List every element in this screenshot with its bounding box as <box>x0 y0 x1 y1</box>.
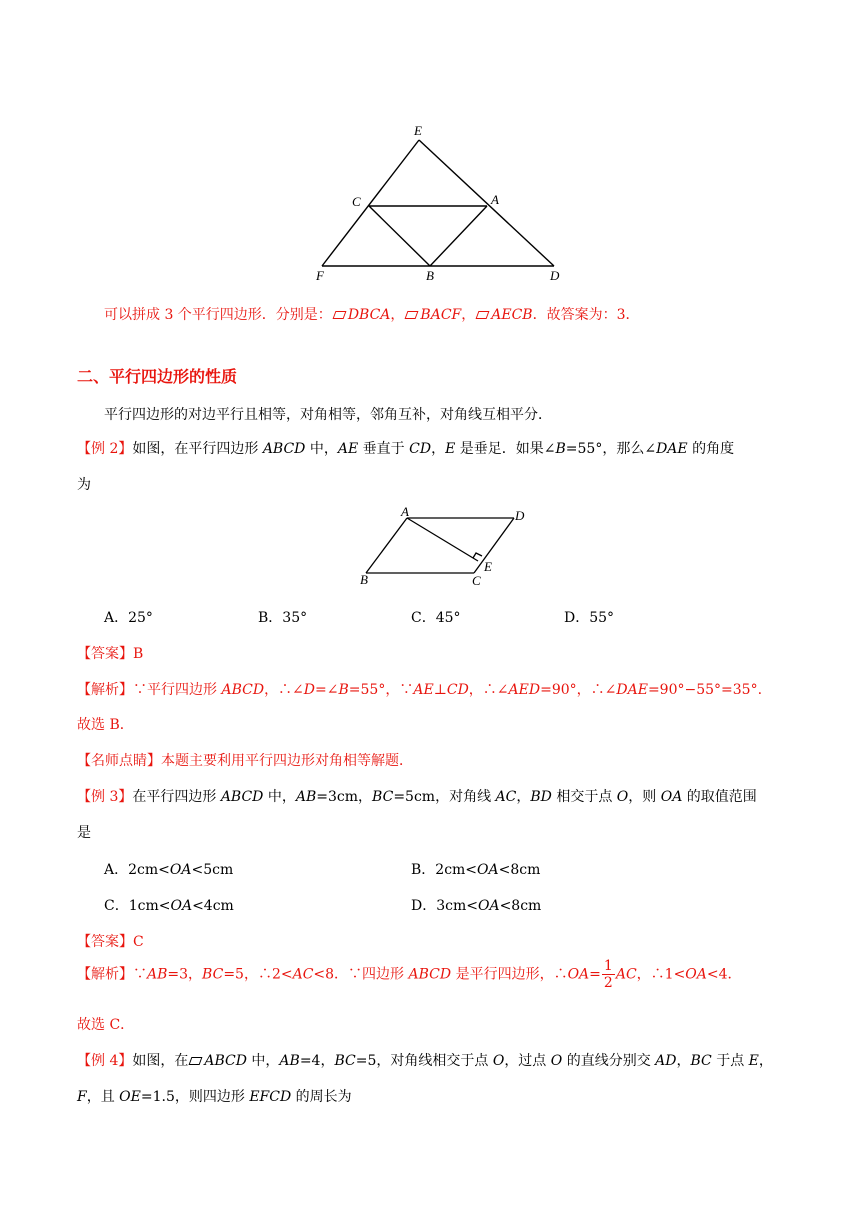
ex2-option-d: D．55° <box>564 610 615 626</box>
ex3-conclusion: 故选 C． <box>77 1017 135 1033</box>
ex2-option-b: B．35° <box>258 610 308 626</box>
label-e: E <box>414 123 422 138</box>
ex4-question-cont: F，且 OE=1.5，则四边形 EFCD 的周长为 <box>77 1089 352 1105</box>
ex2-answer: 【答案】B <box>77 646 144 662</box>
ex2-tip: 【名师点睛】本题主要利用平行四边形对角相等解题． <box>77 753 413 769</box>
ex3-option-d: D．3cm<OA<8cm <box>411 898 542 914</box>
figure-parallelogram-abcd <box>352 505 532 587</box>
property-text: 平行四边形的对边平行且相等，对角相等，邻角互补，对角线互相平分． <box>104 407 552 423</box>
ex3-question-cont: 是 <box>77 825 91 841</box>
label-c: C <box>352 194 361 209</box>
ex2-question-cont: 为 <box>77 477 91 493</box>
section-heading: 二、平行四边形的性质 <box>77 367 238 386</box>
label-b: B <box>360 572 368 587</box>
ex3-option-c: C．1cm<OA<4cm <box>104 898 234 914</box>
label-d: D <box>515 508 525 523</box>
parallelogram-icon <box>476 311 490 319</box>
label-a: A <box>491 192 499 207</box>
label-d: D <box>550 268 560 283</box>
figure1-answer: 可以拼成 3 个平行四边形．分别是： DBCA， BACF， AECB．故答案为：3． <box>104 307 640 323</box>
edge-ab <box>366 518 407 573</box>
label-c: C <box>472 573 481 587</box>
label-f: F <box>316 268 324 283</box>
label-b: B <box>426 268 434 283</box>
edge-ae <box>407 518 478 561</box>
ex3-analysis: 【解析】∵AB=3，BC=5，∴2<AC<8．∵四边形 ABCD 是平行四边形，∴OA= $\frac{1}{2}$ AC，∴1<OA<4． <box>77 958 742 991</box>
ex3-option-b: B．2cm<OA<8cm <box>411 862 541 878</box>
ex3-question: 【例 3】在平行四边形 ABCD 中，AB=3cm，BC=5cm，对角线 AC，BD 相交于点 O，则 OA 的取值范围 <box>77 789 757 805</box>
ex2-option-a: A．25° <box>104 610 153 626</box>
ex2-conclusion: 故选 B． <box>77 717 134 733</box>
parallelogram-icon <box>332 311 346 319</box>
edge-ef <box>322 140 419 266</box>
edge-ed <box>419 140 554 266</box>
label-e: E <box>484 559 492 574</box>
parallelogram-icon <box>405 311 419 319</box>
ex2-option-c: C．45° <box>411 610 461 626</box>
edge-ab <box>430 206 487 266</box>
figure-triangle-efd <box>300 118 580 283</box>
parallelogram-icon <box>189 1057 203 1065</box>
fraction-one-half: $\frac{1}{2}$ <box>603 958 613 991</box>
right-angle-mark <box>473 553 482 558</box>
ex2-question: 【例 2】如图，在平行四边形 ABCD 中，AE 垂直于 CD，E 是垂足．如果∠B=55°，那么∠DAE 的角度 <box>77 441 735 457</box>
ex3-answer: 【答案】C <box>77 934 144 950</box>
edge-cd <box>474 518 514 573</box>
label-a: A <box>401 505 409 519</box>
edge-cb <box>369 206 430 266</box>
ex4-question: 【例 4】如图，在 ABCD 中，AB=4，BC=5，对角线相交于点 O，过点 O 的直线分别交 AD，BC 于点 E， <box>77 1053 773 1069</box>
ex2-analysis: 【解析】∵平行四边形 ABCD，∴∠D=∠B=55°，∵AE⊥CD，∴∠AED=90°，∴∠DAE=90°−55°=35°. <box>77 682 763 698</box>
ex3-option-a: A．2cm<OA<5cm <box>104 862 234 878</box>
